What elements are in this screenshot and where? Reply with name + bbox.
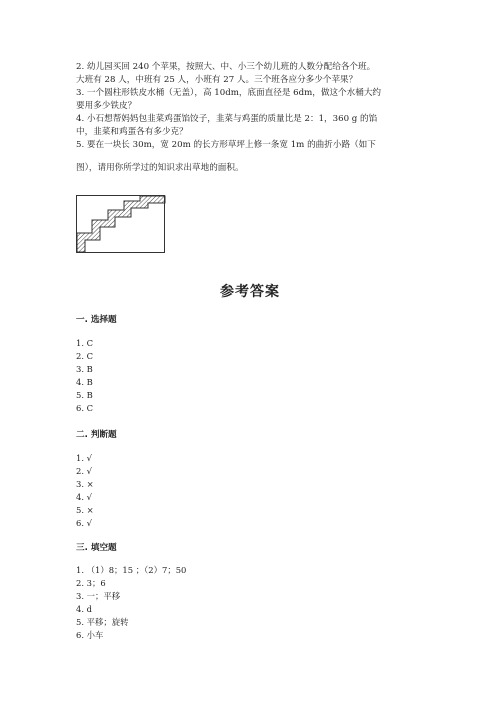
answer-item: 4. B <box>76 376 93 387</box>
answer-item: 1. C <box>76 338 94 348</box>
section-heading-judge: 二. 判断题 <box>76 430 117 440</box>
answer-item: 1. √ <box>76 453 92 463</box>
answer-list-fill <box>76 564 186 641</box>
question-line-1: 2. 幼儿园买回 240 个苹果，按照大、中、小三个幼儿班的人数分配给各个班。 <box>76 62 376 72</box>
answer-item: 1. （1）8；15 ；（2）7；50 <box>76 565 187 575</box>
question-line-7: 5. 要在一块长 30m，宽 20m 的长方形草坪上修一条宽 1m 的曲折小路（如下 <box>76 140 376 150</box>
answer-item: 5. 平移；旋转 <box>76 616 129 627</box>
answer-item: 6. 小车 <box>76 629 104 640</box>
question-line-4: 要用多少铁皮？ <box>76 101 137 111</box>
answer-item: 3. 一；平移 <box>76 590 121 601</box>
answer-item: 3. B <box>76 363 93 374</box>
lawn-rectangle <box>77 196 165 253</box>
answer-item: 2. 3；6 <box>76 577 106 588</box>
answer-item: 6. C <box>76 402 94 413</box>
question-line-3: 3. 一个圆柱形铁皮水桶（无盖），高 10dm，底面直径是 6dm，做这个水桶大约 <box>76 88 382 98</box>
answer-item: 6. √ <box>76 517 92 528</box>
section-heading-choice: 一. 选择题 <box>76 315 117 325</box>
answer-item: 2. C <box>76 350 94 361</box>
section-heading-fill: 三. 填空题 <box>76 543 117 553</box>
lawn-path-figure <box>76 195 166 253</box>
question-line-5: 4. 小石想帮妈妈包韭菜鸡蛋馅饺子，韭菜与鸡蛋的质量比是 2：1，360 g 的馅 <box>76 114 378 124</box>
answer-item: 2. √ <box>76 465 92 476</box>
answer-item: 3. × <box>76 478 94 489</box>
answer-item: 4. d <box>76 603 93 614</box>
question-line-2: 大班有 28 人，中班有 25 人，小班有 27 人。三个班各应分多少个苹果？ <box>76 75 358 85</box>
answer-list-choice <box>76 337 93 414</box>
question-line-6: 中，韭菜和鸡蛋各有多少克？ <box>76 127 188 137</box>
answer-list-judge <box>76 452 94 529</box>
question-line-8: 图），请用你所学过的知识求出草地的面积。 <box>76 163 244 173</box>
answer-item: 5. B <box>76 389 93 400</box>
answer-item: 5. × <box>76 504 94 515</box>
answer-item: 4. √ <box>76 491 92 502</box>
answer-title: 参考答案 <box>220 284 280 300</box>
